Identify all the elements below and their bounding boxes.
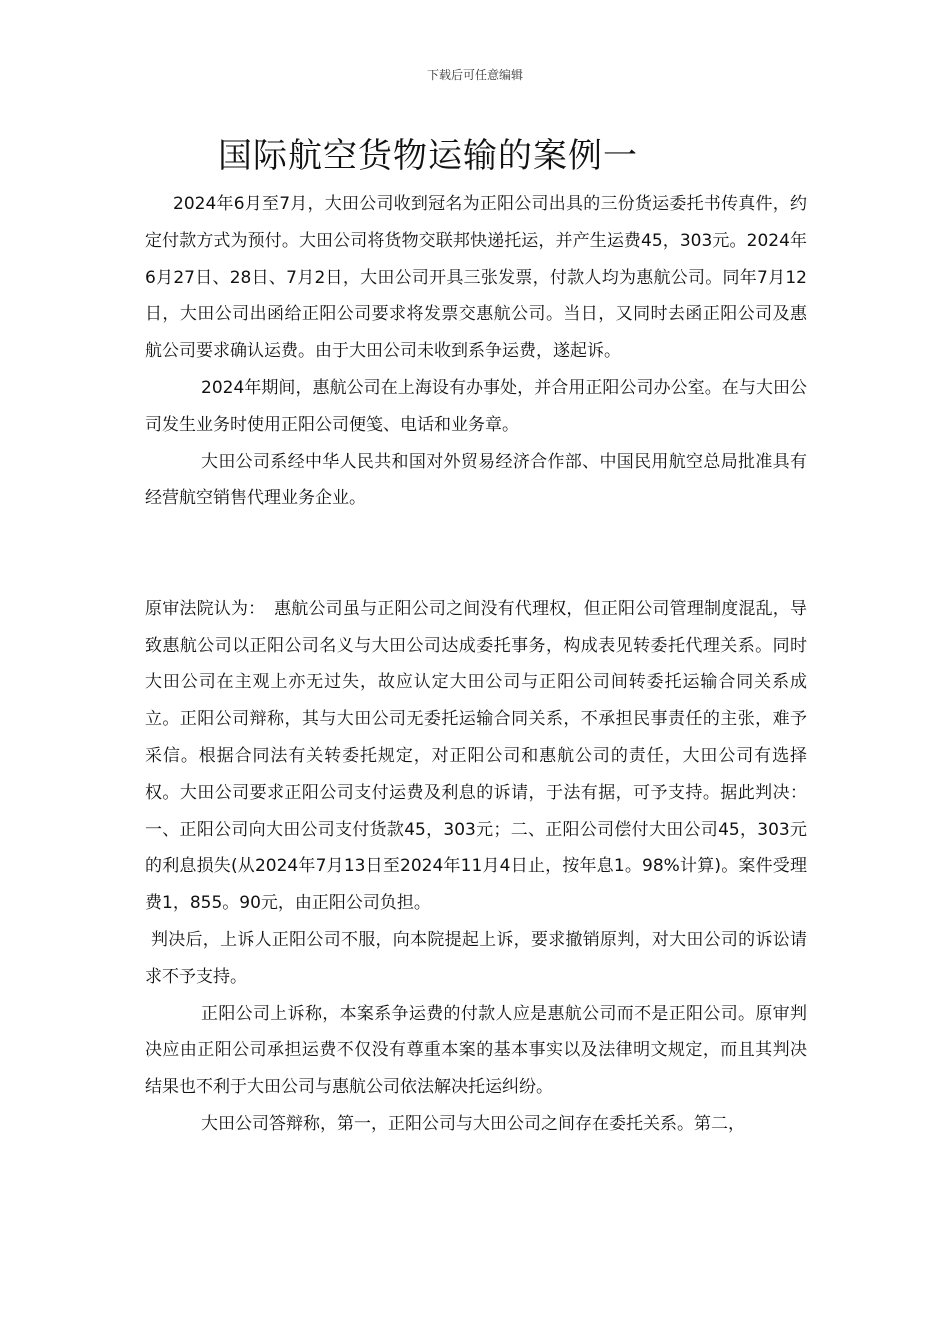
paragraph-appeal: 判决后，上诉人正阳公司不服，向本院提起上诉，要求撤销原判，对大田公司的诉讼请求不予支持。: [145, 929, 807, 987]
paragraph-agency-qualification: 大田公司系经中华人民共和国对外贸易经济合作部、中国民用航空总局批准具有经营航空销售代理业务企业。: [145, 451, 807, 509]
paragraph-appellant-claims: 正阳公司上诉称，本案系争运费的付款人应是惠航公司而不是正阳公司。原审判决应由正阳公司承担运费不仅没有尊重本案的基本事实以及法律明文规定，而且其判决结果也不利于大田公司与惠航公司依法解决托运纠纷。: [145, 1003, 807, 1098]
paragraph-spacer: [145, 517, 807, 591]
paragraph-office-sharing: 2024年期间，惠航公司在上海设有办事处，并合用正阳公司办公室。在与大田公司发生业务时使用正阳公司便笺、电话和业务章。: [145, 377, 807, 435]
paragraph-case-facts: 2024年6月至7月，大田公司收到冠名为正阳公司出具的三份货运委托书传真件，约定付款方式为预付。大田公司将货物交联邦快递托运，并产生运费45，303元。2024年6月27日、28日、7月2日，大田公司开具三张发票，付款人均为惠航公司。同年7月12日，大田公司出函给正阳公司要求将发票交惠航公司。当日，又同时去函正阳公司及惠航公司要求确认运费。由于大田公司未收到系争运费，遂起诉。: [145, 194, 807, 362]
header-note: 下载后可任意编辑: [426, 68, 523, 82]
paragraph-respondent-defense: 大田公司答辩称，第一，正阳公司与大田公司之间存在委托关系。第二，: [201, 1113, 745, 1134]
document-body: [145, 186, 807, 1143]
document-title: 国际航空货物运输的案例一: [218, 136, 638, 176]
paragraph-original-judgment: 原审法院认为： 惠航公司虽与正阳公司之间没有代理权，但正阳公司管理制度混乱，导致惠航公司以正阳公司名义与大田公司达成委托事务，构成表见转委托代理关系。同时大田公司在主观上亦无过失，故应认定大田公司与正阳公司间转委托运输合同关系成立。正阳公司辩称，其与大田公司无委托运输合同关系，不承担民事责任的主张，难予采信。根据合同法有关转委托规定，对正阳公司和惠航公司的责任，大田公司有选择权。大田公司要求正阳公司支付运费及利息的诉请，于法有据，可予支持。据此判决：一、正阳公司向大田公司支付货款45，303元；二、正阳公司偿付大田公司45，303元的利息损失(从2024年7月13日至2024年11月4日止，按年息1。98%计算)。案件受理费1，855。90元，由正阳公司负担。: [145, 598, 807, 914]
